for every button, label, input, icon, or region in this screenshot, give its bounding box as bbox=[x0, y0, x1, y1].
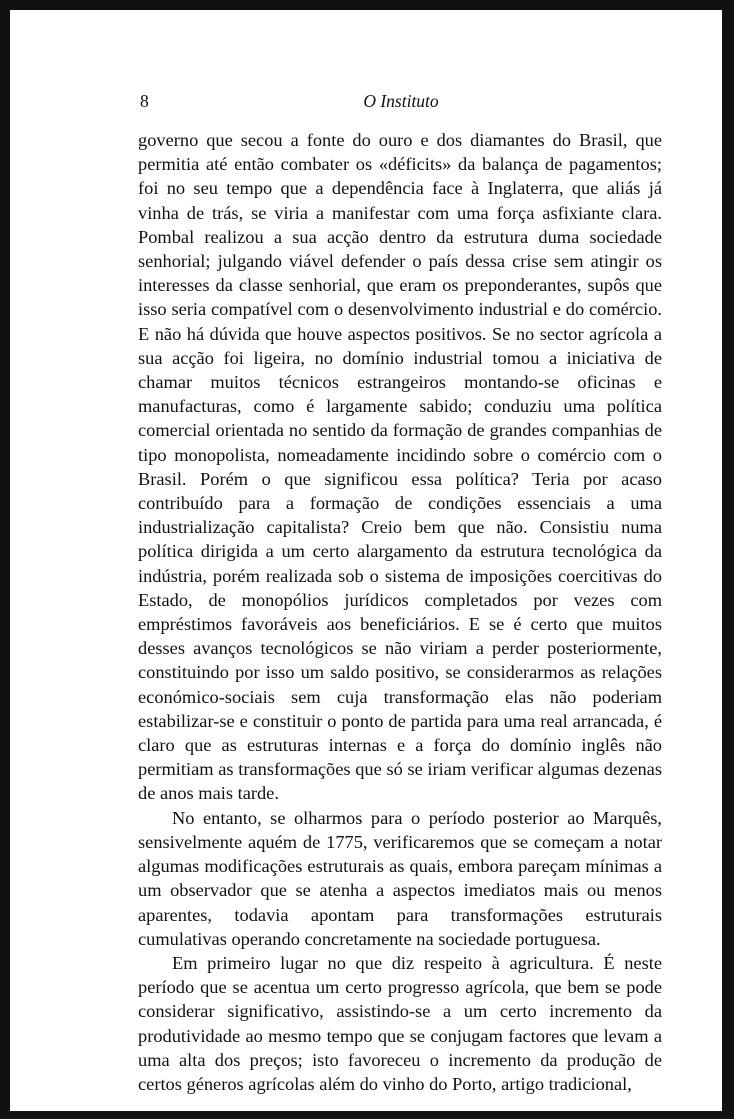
paragraph: No entanto, se olharmos para o período posterior ao Marquês, sensivelmente aquém de 1775, verificaremos que se começam a notar algumas modificações estruturais as quais, embora pareçam mínimas a um observador que se atenha a aspectos imediatos mais ou menos aparentes, todavia apontam para transformações estruturais cumulativas operando concretamente na sociedade portuguesa. bbox=[138, 807, 662, 949]
running-title: O Instituto bbox=[363, 91, 439, 111]
paragraph: governo que secou a fonte do ouro e dos diamantes do Brasil, que permitia até então combater os «déficits» da balança de pagamentos; foi no seu tempo que a dependência face à Inglaterra, que aliás já vinha de trás, se viria a manifestar com uma força asfixiante clara. Pombal realizou a sua acção dentro da estrutura duma sociedade senhorial; julgando viável defender o país dessa crise sem atingir os interesses da classe senhorial, que eram os preponderantes, supôs que isso seria compatível com o desenvolvimento industrial e do comércio. E não há dúvida que houve aspectos positivos. Se no sector agrícola a sua acção foi ligeira, no domínio industrial tomou a iniciativa de chamar muitos técnicos estrangeiros montando-se oficinas e manufacturas, como é largamente sabido; conduziu uma política comercial orientada no sentido da formação de grandes companhias de tipo monopolista, nomeadamente incidindo sobre o comércio com o Brasil. Porém o que significou essa política? Teria por acaso contribuído para a formação de condições essenciais a uma industrialização capitalista? Creio bem que não. Consistiu numa política dirigida a um certo alargamento da estrutura tecnológica da indústria, porém realizada sob o sistema de imposições coercitivas do Estado, de monopólios jurídicos completados por vezes com empréstimos favoráveis aos beneficiários. E se é certo que muitos desses avanços tecnológicos se não viriam a perder posteriormente, constituindo por isso um saldo positivo, se considerarmos as relações económico-sociais sem cuja transformação elas não poderiam estabilizar-se e constituir o ponto de partida para uma real arrancada, é claro que as estruturas internas e a força do domínio inglês não permitiam as transformações que só se iriam verificar algumas dezenas de anos mais tarde. bbox=[138, 130, 662, 804]
paragraph: Em primeiro lugar no que diz respeito à agricultura. É neste período que se acentua um certo progresso agrícola, que bem se pode considerar significativo, assistindo-se a um certo incremento da produtividade ao mesmo tempo que se conjugam factores que levam a uma alta dos preços; isto favoreceu o incremento da produção de certos géneros agrícolas além do vinho do Porto, artigo tradicional, bbox=[138, 952, 662, 1094]
document-page bbox=[10, 10, 722, 1111]
page-header bbox=[140, 91, 662, 113]
page-number: 8 bbox=[140, 91, 149, 111]
body-text bbox=[138, 128, 662, 1096]
